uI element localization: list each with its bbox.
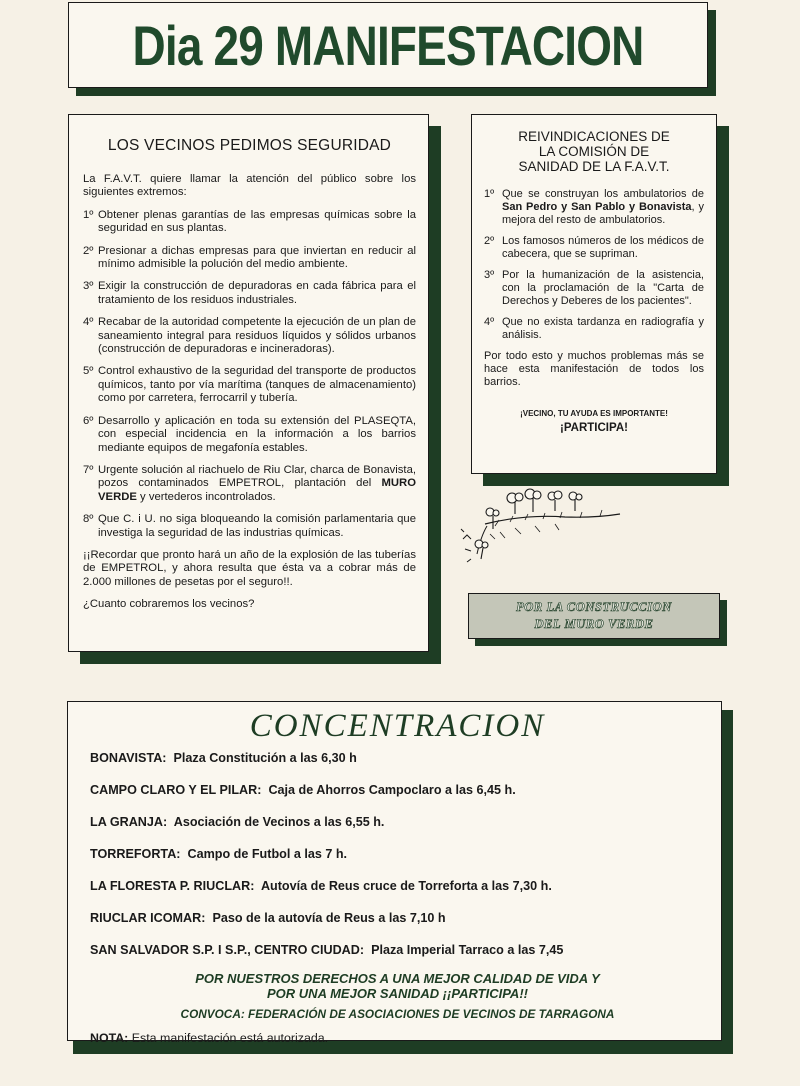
- list-item: 3º Por la humanización de la asistencia, con la proclamación de la "Carta de Derechos y Deberes de los pacientes".: [484, 269, 704, 307]
- callout-small: ¡VECINO, TU AYUDA ES IMPORTANTE!: [520, 409, 668, 418]
- list-item: 6º Desarrollo y aplicación en toda su extensión del PLASEQTA, con especial incidencia en la información a los barrios mediante equipos de megafonía estables.: [83, 414, 416, 454]
- trees-illustration: [455, 484, 625, 574]
- convoca-line: CONVOCA: FEDERACIÓN DE ASOCIACIONES DE VECINOS DE TARRAGONA: [180, 1007, 615, 1021]
- callout-participa: ¡PARTICIPA!: [560, 422, 628, 434]
- location-row: RIUCLAR ICOMAR: Paso de la autovía de Reus a las 7,10 h: [90, 911, 446, 925]
- sanidad-closing: Por todo esto y muchos problemas más se hace esta manifestación de todos los barrios.: [484, 350, 704, 388]
- seguridad-intro: La F.A.V.T. quiere llamar la atención del público sobre los siguientes extremos:: [83, 173, 416, 199]
- seguridad-closing: ¡¡Recordar que pronto hará un año de la explosión de las tuberías de EMPETROL, y ahora resulta que ésta va a cobrar más de 2.000 millones de pesetas por el seguro!!.: [83, 548, 416, 588]
- list-item: 2º Los famosos números de los médicos de cabecera, que se supriman.: [484, 235, 704, 260]
- list-item: 4º Recabar de la autoridad competente la ejecución de un plan de saneamiento integral para residuos líquidos y sólidos urbanos (construcción de depuradoras e incineradoras).: [83, 316, 416, 356]
- sanidad-panel: [471, 114, 717, 474]
- nota-line: NOTA: Esta manifestación está autorizada.: [90, 1031, 329, 1045]
- list-item: 1º Que se construyan los ambulatorios de San Pedro y San Pablo y Bonavista, y mejora del resto de ambulatorios.: [484, 188, 704, 226]
- list-item: 1º Obtener plenas garantías de las empresas químicas sobre la seguridad en sus plantas.: [83, 208, 416, 235]
- list-item: 3º Exigir la construcción de depuradoras en cada fábrica para el tratamiento de los residuos industriales.: [83, 280, 416, 306]
- list-item: 5º Control exhaustivo de la seguridad del transporte de productos químicos, tanto por vía marítima (tanques de almacenamiento) como por carretera, ferrocarril y tubería.: [83, 365, 416, 405]
- seguridad-question: ¿Cuanto cobraremos los vecinos?: [83, 598, 255, 611]
- location-row: SAN SALVADOR S.P. I S.P., CENTRO CIUDAD: Plaza Imperial Tarraco a las 7,45: [90, 943, 564, 957]
- location-row: LA FLORESTA P. RIUCLAR: Autovía de Reus cruce de Torreforta a las 7,30 h.: [90, 879, 552, 893]
- page-title: Dia 29 MANIFESTACION: [132, 14, 644, 77]
- list-item: 7º Urgente solución al riachuelo de Riu Clar, charca de Bonavista, pozos contaminados EMPETROL, plantación del MURO VERDE y vertederos incontrolados.: [83, 463, 416, 503]
- list-item: 8º Que C. i U. no siga bloqueando la comisión parlamentaria que investiga la seguridad de las industrias químicas.: [83, 513, 416, 539]
- seguridad-heading: LOS VECINOS PEDIMOS SEGURIDAD: [107, 137, 392, 154]
- slogan: POR NUESTROS DERECHOS A UNA MEJOR CALIDAD DE VIDA Y POR UNA MEJOR SANIDAD ¡¡PARTICIPA!!: [195, 971, 600, 1001]
- sanidad-heading: REIVINDICACIONES DE LA COMISIÓN DE SANIDAD DE LA F.A.V.T.: [518, 129, 670, 174]
- list-item: 2º Presionar a dichas empresas para que inviertan en reducir al mínimo admisible la polución del medio ambiente.: [83, 244, 416, 271]
- muro-verde-label: POR LA CONSTRUCCION DEL MURO VERDE: [468, 593, 720, 639]
- title-banner: [68, 2, 708, 88]
- location-row: TORREFORTA: Campo de Futbol a las 7 h.: [90, 847, 348, 861]
- concentracion-panel: [67, 701, 722, 1045]
- location-row: LA GRANJA: Asociación de Vecinos a las 6,55 h.: [90, 815, 385, 829]
- location-row: CAMPO CLARO Y EL PILAR: Caja de Ahorros Campoclaro a las 6,45 h.: [90, 783, 516, 797]
- seguridad-panel: [68, 114, 429, 652]
- list-item: 4º Que no exista tardanza en radiografía y análisis.: [484, 316, 704, 341]
- location-row: BONAVISTA: Plaza Constitución a las 6,30 h: [90, 751, 357, 765]
- concentracion-title: CONCENTRACION: [249, 708, 546, 744]
